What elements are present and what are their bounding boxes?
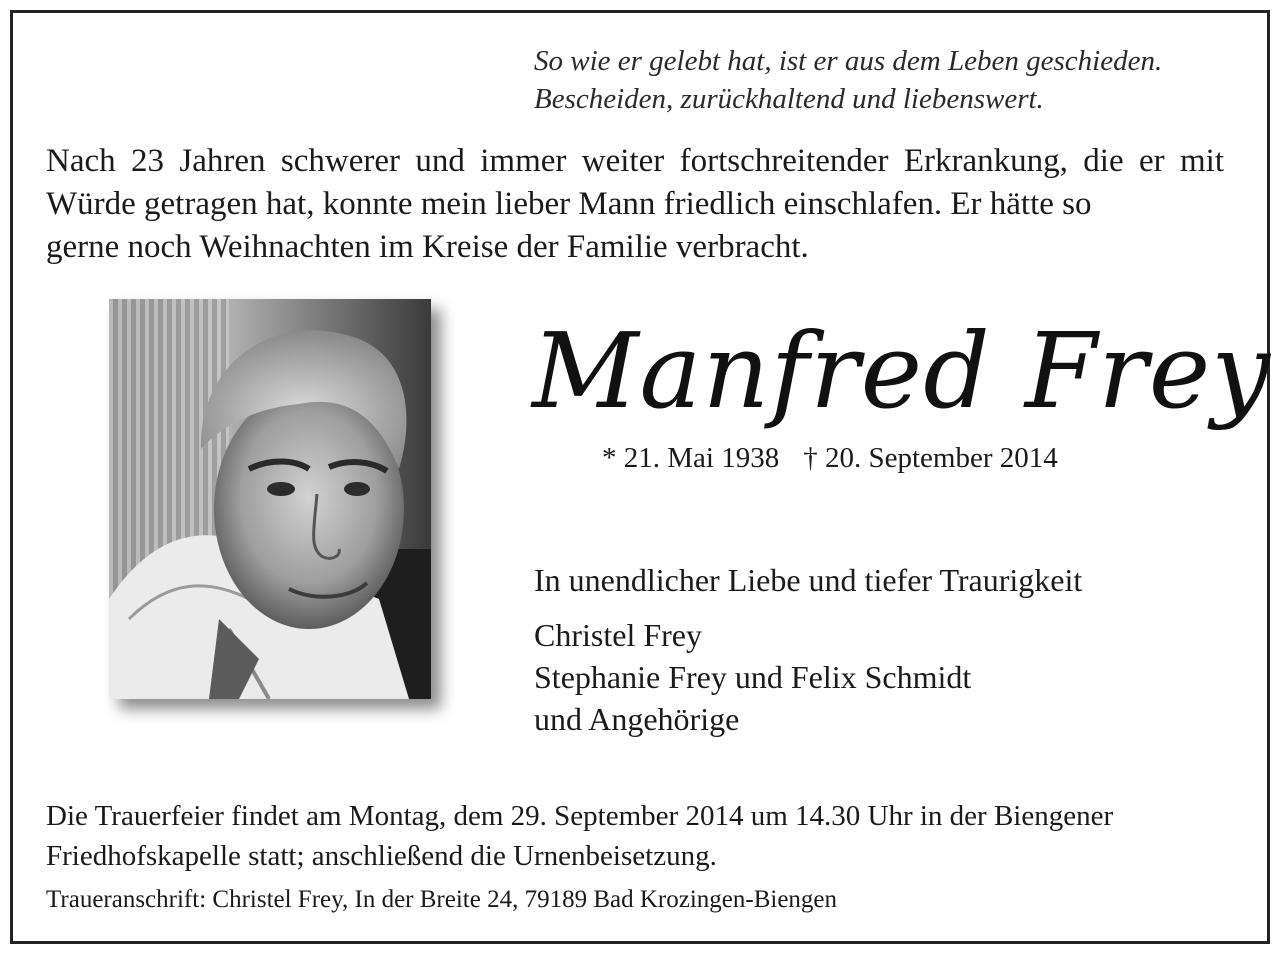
intro-paragraph	[46, 140, 1224, 269]
life-dates	[602, 440, 1058, 476]
mourner: Christel Frey	[534, 617, 702, 653]
birth-date: * 21. Mai 1938	[602, 442, 780, 474]
portrait-image	[109, 299, 431, 699]
ceremony-line-2: Friedhofskapelle statt; anschließend die Urnenbeisetzung.	[46, 840, 717, 872]
ceremony-line-1: Die Trauerfeier findet am Montag, dem 29. September 2014 um 14.30 Uhr in der Biengener	[46, 800, 1114, 832]
deceased-name: Manfred Frey	[532, 310, 1272, 432]
mourners-list	[534, 614, 971, 740]
grief-line: In unendlicher Liebe und tiefer Traurigkeit	[534, 562, 1083, 598]
intro-last-line: gerne noch Weihnachten im Kreise der Familie verbracht.	[46, 229, 809, 265]
motto-line-2: Bescheiden, zurückhaltend und liebenswert.	[534, 83, 1044, 115]
motto-quote	[534, 42, 1162, 118]
motto-line-1: So wie er gelebt hat, ist er aus dem Leben geschieden.	[534, 45, 1163, 77]
mourner: Stephanie Frey und Felix Schmidt	[534, 659, 972, 695]
portrait-photo	[109, 299, 431, 699]
mourning-address: Traueranschrift: Christel Frey, In der Breite 24, 79189 Bad Krozingen-Biengen	[46, 886, 838, 913]
mourner: und Angehörige	[534, 701, 740, 737]
death-date: † 20. September 2014	[803, 442, 1058, 474]
intro-body: Nach 23 Jahren schwerer und immer weiter fortschreitender Erkrankung, die er mit Würde getragen hat, konnte mein lieber Mann friedlich einschlafen. Er hätte so	[46, 143, 1224, 222]
ceremony-info	[46, 796, 1113, 876]
